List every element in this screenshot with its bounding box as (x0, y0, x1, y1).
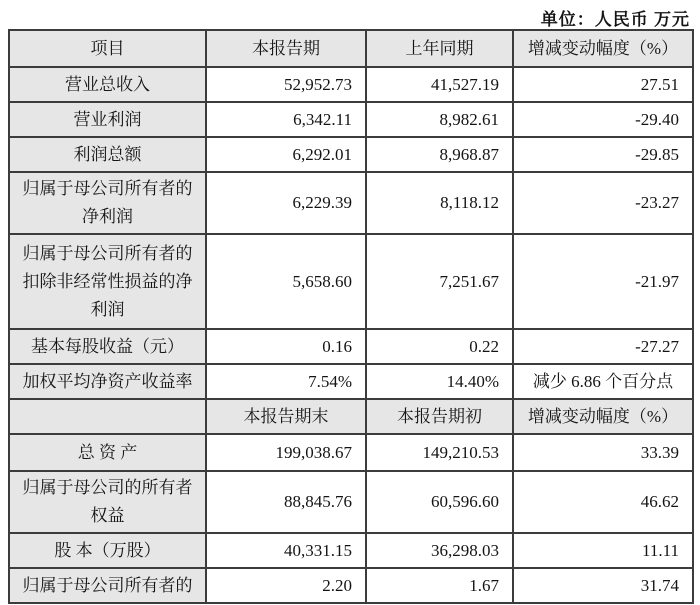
change-cell: 11.11 (513, 533, 693, 568)
row-label-cell: 利润总额 (9, 137, 206, 172)
column-header-item: 项目 (9, 30, 206, 67)
prior-period-cell: 8,118.12 (366, 172, 513, 234)
column-header-period-end: 本报告期末 (206, 399, 366, 434)
table-header-row-balance (9, 399, 693, 434)
prior-period-cell: 0.22 (366, 329, 513, 364)
column-header-change: 增减变动幅度（%） (513, 30, 693, 67)
financial-summary-table (8, 29, 694, 604)
row-label-cell: 归属于母公司所有者的 (9, 568, 206, 603)
period-end-cell: 40,331.15 (206, 533, 366, 568)
period-begin-cell: 149,210.53 (366, 434, 513, 471)
table-row (9, 471, 693, 533)
column-header-current-period: 本报告期 (206, 30, 366, 67)
row-label-cell: 营业利润 (9, 102, 206, 137)
current-period-cell: 52,952.73 (206, 67, 366, 102)
period-end-cell: 199,038.67 (206, 434, 366, 471)
change-cell: -27.27 (513, 329, 693, 364)
period-begin-cell: 1.67 (366, 568, 513, 603)
prior-period-cell: 8,982.61 (366, 102, 513, 137)
column-header-change: 增减变动幅度（%） (513, 399, 693, 434)
change-cell: 33.39 (513, 434, 693, 471)
period-end-cell: 88,845.76 (206, 471, 366, 533)
change-cell: 46.62 (513, 471, 693, 533)
change-cell: -23.27 (513, 172, 693, 234)
current-period-cell: 6,342.11 (206, 102, 366, 137)
table-row (9, 364, 693, 399)
current-period-cell: 6,292.01 (206, 137, 366, 172)
change-cell: -29.85 (513, 137, 693, 172)
row-label-cell: 股 本（万股） (9, 533, 206, 568)
table-row (9, 67, 693, 102)
column-header-period-begin: 本报告期初 (366, 399, 513, 434)
prior-period-cell: 14.40% (366, 364, 513, 399)
prior-period-cell: 7,251.67 (366, 234, 513, 329)
table-row (9, 234, 693, 329)
unit-label: 单位：人民币 万元 (540, 10, 690, 29)
row-label-cell: 营业总收入 (9, 67, 206, 102)
current-period-cell: 0.16 (206, 329, 366, 364)
table-row (9, 568, 693, 603)
change-cell: -29.40 (513, 102, 693, 137)
table-row (9, 102, 693, 137)
current-period-cell: 6,229.39 (206, 172, 366, 234)
row-label-cell: 总 资 产 (9, 434, 206, 471)
table-header-row (9, 30, 693, 67)
prior-period-cell: 8,968.87 (366, 137, 513, 172)
period-end-cell: 2.20 (206, 568, 366, 603)
row-label-cell: 基本每股收益（元） (9, 329, 206, 364)
row-label-cell: 加权平均净资产收益率 (9, 364, 206, 399)
table-row (9, 137, 693, 172)
table-row (9, 172, 693, 234)
table-row (9, 434, 693, 471)
period-begin-cell: 60,596.60 (366, 471, 513, 533)
row-label-cell: 归属于母公司所有者的净利润 (9, 172, 206, 234)
period-begin-cell: 36,298.03 (366, 533, 513, 568)
change-cell: 减少 6.86 个百分点 (513, 364, 693, 399)
column-header-prior-period: 上年同期 (366, 30, 513, 67)
table-row (9, 329, 693, 364)
current-period-cell: 5,658.60 (206, 234, 366, 329)
row-label-cell: 归属于母公司所有者的扣除非经常性损益的净利润 (9, 234, 206, 329)
change-cell: 31.74 (513, 568, 693, 603)
current-period-cell: 7.54% (206, 364, 366, 399)
table-row (9, 533, 693, 568)
change-cell: 27.51 (513, 67, 693, 102)
prior-period-cell: 41,527.19 (366, 67, 513, 102)
column-header-empty (9, 399, 206, 434)
row-label-cell: 归属于母公司的所有者权益 (9, 471, 206, 533)
change-cell: -21.97 (513, 234, 693, 329)
